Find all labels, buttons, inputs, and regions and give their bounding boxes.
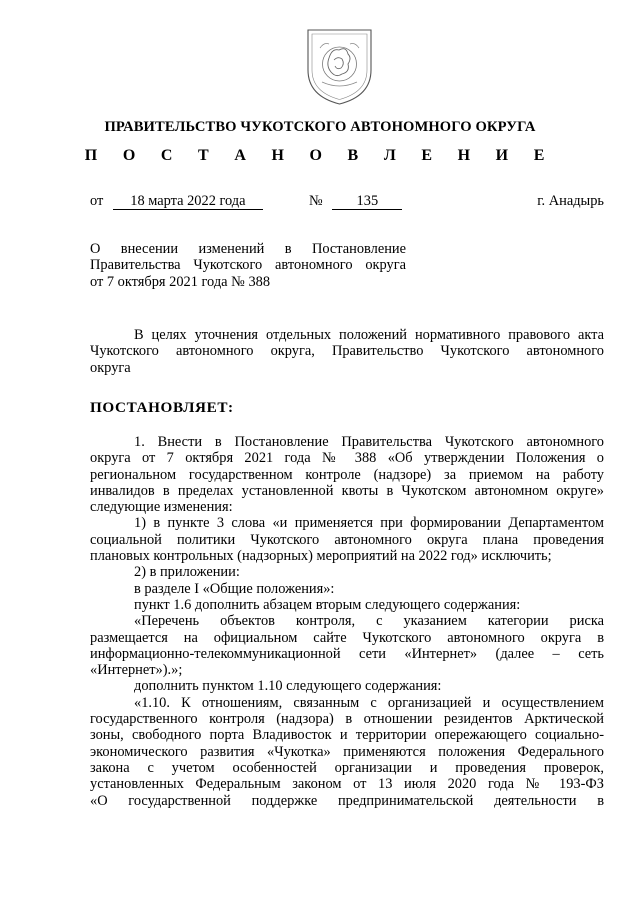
body-line: 1. Внести в Постановление Правительства Чукотского автономного — [134, 434, 604, 450]
coat-of-arms-emblem — [302, 24, 377, 107]
body-line: установленных Федеральным законом от 13 июля 2020 года № 193-ФЗ — [90, 776, 604, 793]
body-line: инвалидов в пределах установленной квоты в Чукотском автономном округе» — [90, 482, 604, 499]
document-type-title: П О С Т А Н О В Л Е Н И Е — [84, 147, 556, 164]
body-line: «Интернет»).»; — [90, 662, 183, 679]
body-line: зоны, свободного порта Владивосток и территории опережающего социально- — [90, 727, 604, 744]
body-line: информационно-телекоммуникационной сети «Интернет» (далее – сеть — [90, 645, 604, 662]
number-field — [309, 193, 402, 211]
body-line: закона с учетом особенностей организации и проведения проверок, — [90, 759, 604, 776]
body-line: следующие изменения: — [90, 499, 233, 516]
body-line: размещается на официальном сайте Чукотского автономного округа в — [90, 629, 604, 646]
body-line: дополнить пунктом 1.10 следующего содержания: — [134, 678, 442, 695]
preamble-line: В целях уточнения отдельных положений нормативного правового акта — [134, 327, 604, 343]
number-value: 135 — [332, 193, 402, 210]
body-line: пункт 1.6 дополнить абзацем вторым следующего содержания: — [134, 596, 521, 613]
body-line: 1) в пункте 3 слова «и применяется при формировании Департаментом — [134, 515, 604, 532]
preamble-line: Чукотского автономного округа, Правительство Чукотского автономного — [90, 343, 604, 360]
resolution-body — [90, 434, 604, 809]
preamble-line: округа — [90, 359, 131, 376]
body-line: «О государственной поддержке предпринимательской деятельности в — [90, 792, 604, 809]
preamble — [90, 327, 604, 376]
body-line: 2) в приложении: — [134, 564, 240, 581]
organization-title: ПРАВИТЕЛЬСТВО ЧУКОТСКОГО АВТОНОМНОГО ОКРУГА — [104, 119, 536, 135]
body-line: «1.10. К отношениям, связанным с организацией и осуществлением — [134, 694, 604, 711]
subject-line: Правительства Чукотского автономного округа — [90, 257, 406, 274]
subject-line: О внесении изменений в Постановление — [90, 241, 406, 257]
subject-block — [90, 241, 406, 290]
date-prefix: от — [90, 193, 104, 209]
body-line: плановых контрольных (надзорных) мероприятий на 2022 год» исключить; — [90, 548, 552, 565]
resolves-heading: ПОСТАНОВЛЯЕТ: — [90, 399, 234, 416]
body-line: государственного контроля (надзора) в отношении резидентов Арктической — [90, 711, 604, 728]
date-value: 18 марта 2022 года — [113, 193, 263, 210]
body-line: региональном государственном контроле (надзоре) за приемом на работу — [90, 466, 604, 483]
date-field — [90, 193, 263, 211]
city-label: г. Анадырь — [537, 193, 604, 209]
body-line: «Перечень объектов контроля, с указанием категории риска — [134, 613, 604, 630]
body-line: экономического развития «Чукотка» применяются положения Федерального — [90, 743, 604, 760]
body-line: социальной политики Чукотского автономного округа плана проведения — [90, 531, 604, 548]
subject-line: от 7 октября 2021 года № 388 — [90, 273, 271, 290]
body-line: в разделе I «Общие положения»: — [134, 580, 335, 597]
body-line: округа от 7 октября 2021 года № 388 «Об утверждении Положения о — [90, 450, 604, 467]
number-prefix: № — [309, 193, 323, 209]
